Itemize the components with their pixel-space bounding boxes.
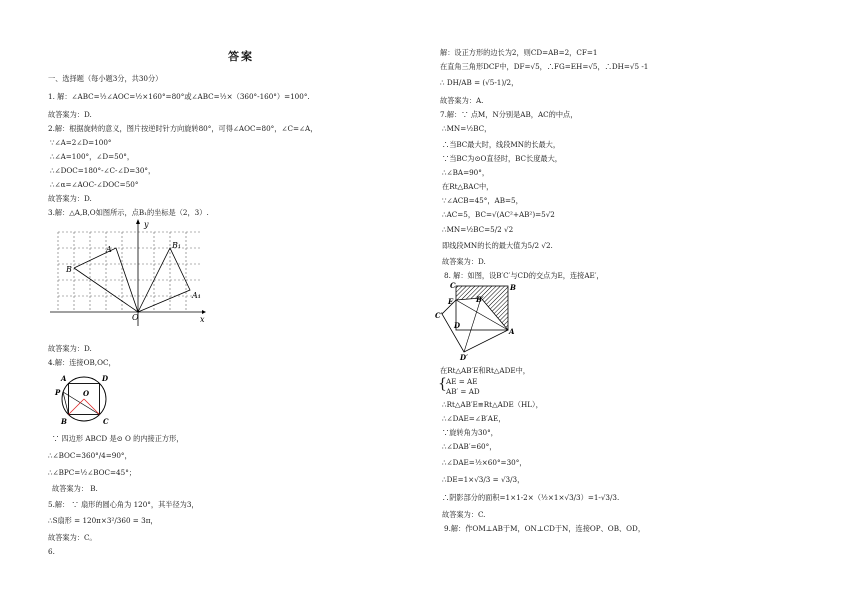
fig3-a1-label: A₁ [192, 291, 201, 300]
answer-line: 故答案为： B. [52, 484, 98, 493]
answer-line: ∴∠DAB′=60°， [442, 442, 497, 451]
fig4-c-label: C [103, 417, 109, 426]
answer-line: ∴MN=½BC=5/2 √2 [442, 225, 514, 234]
answer-line: ∴S扇形 = 120π×3²/360 = 3π， [48, 516, 158, 525]
fig3-b-label: B [66, 265, 72, 274]
answer-line: ∴当BC最大时，线段MN的长最大， [442, 140, 561, 149]
fig8-c-label: C [450, 281, 456, 290]
answer-line: ∴∠BOC=360°/4=90°， [48, 451, 132, 460]
answer-line: AE = AE [446, 377, 478, 386]
answer-line: ∴MN=½BC， [442, 124, 492, 133]
answer-line: 解：设正方形的边长为2，则CD=AB=2，CF=1 [440, 48, 598, 57]
page-title: 答案 [228, 50, 254, 63]
answer-line: ∴AC=5，BC=√(AC²+AB²)=5√2 [442, 210, 555, 219]
fig4-d-label: D [102, 374, 109, 383]
fig8-d-label: D [454, 321, 461, 330]
answer-line: 故答案为：D. [442, 257, 486, 266]
answer-line: 3.解：△A,B,O如图所示，点B₁的坐标是（2，3）. [48, 208, 209, 217]
fig3-b1-label: B₁ [172, 241, 182, 250]
answer-line: ∵∠ACB=45°，AB=5， [442, 196, 523, 205]
answer-line: ∴∠DAE=∠B′AE， [442, 414, 506, 423]
answer-line: ∴DE=1×√3/3 = √3/3， [442, 475, 525, 484]
brace: { [438, 376, 447, 392]
answer-line: ∵ 四边形 ABCD 是⊙ O 的内接正方形， [52, 434, 184, 443]
answer-line: 在Rt△BAC中， [442, 182, 494, 191]
fig8-a-label: A [509, 327, 515, 336]
fig4-a-label: A [61, 374, 67, 383]
answer-line: 7.解：∵ 点M，N分别是AB，AC的中点， [440, 110, 578, 119]
figure-3-coordinate-grid [50, 218, 210, 330]
answer-line: ∴∠α=∠AOC-∠DOC=50° [50, 180, 139, 189]
answer-line: 即线段MN的长的最大值为5/2 √2. [442, 241, 553, 250]
answer-line: 故答案为：A. [440, 96, 484, 105]
answer-line: 在直角三角形DCF中，DF=√5，∴FG=EH=√5，∴DH=√5 -1 [440, 62, 649, 71]
fig4-b-label: B [61, 417, 67, 426]
answer-line: ∴Rt△AB′E≌Rt△ADE（HL）， [442, 400, 543, 409]
answer-line: 在Rt△AB′E和Rt△ADE中， [440, 366, 530, 375]
fig3-x-label: x [200, 315, 205, 324]
answer-line: 9.解：作OM⊥AB于M，ON⊥CD于N，连接OP、OB、OD， [444, 524, 646, 533]
answer-line: AB′ = AD [446, 387, 480, 396]
fig8-d2-label: D′ [460, 353, 468, 362]
answer-line: 4.解：连接OB,OC， [48, 358, 116, 367]
fig4-p-label: P [55, 388, 61, 397]
fig8-b2-label: B′ [476, 295, 484, 304]
fig3-a-label: A [106, 245, 112, 254]
answer-line: ∴∠BA=90°， [442, 168, 490, 177]
answer-line: ∴∠A=100°，∠D=50°， [50, 152, 135, 161]
figure-8-rotated-square [434, 280, 520, 364]
section-heading: 一、选择题（每小题3分，共30分） [48, 74, 163, 83]
answer-line: ∵当BC为⊙O直径时，BC长度最大， [442, 154, 562, 163]
figure-4-circle-square [52, 370, 116, 428]
answer-line: ∵旋转角为30°， [442, 428, 498, 437]
answer-line: 2.解：根据旋转的意义，图片按逆时针方向旋转80°，可得∠AOC=80°，∠C=∠A， [48, 124, 318, 133]
answer-line: ∴阴影部分的面积=1×1-2×（½×1×√3/3）=1-√3/3. [442, 493, 620, 502]
answer-line: ∴∠DAE=½×60°=30°， [442, 458, 527, 467]
answer-line: 故答案为：D. [48, 194, 92, 203]
answer-line: 故答案为：D. [48, 344, 92, 353]
fig3-y-label: y [144, 220, 149, 229]
answer-line: 故答案为：D. [48, 110, 92, 119]
answer-line: 1. 解：∠ABC=½∠AOC=½×160°=80°或∠ABC=½×（360°-160°）=100°. [48, 92, 310, 101]
answer-line: ∴∠BPC=½∠BOC=45°； [48, 468, 136, 477]
fig8-c2-label: C′ [435, 311, 443, 320]
fig3-origin-label: O [132, 313, 139, 322]
answer-line: ∴∠DOC=180°-∠C-∠D=30°， [50, 166, 156, 175]
answer-line: 8. 解：如图，设B′C′与CD的交点为E，连接AE′， [444, 271, 604, 280]
answer-line: 故答案为：C. [442, 510, 486, 519]
fig8-b-label: B [510, 283, 516, 292]
fig4-o-label: O [83, 389, 90, 398]
answer-line: ∴ DH/AB = (√5-1)/2， [440, 78, 519, 87]
answer-line: 故答案为：C。 [48, 533, 97, 542]
fig8-e-label: E [448, 297, 454, 306]
answer-line: 6. [48, 547, 55, 556]
answer-line: 5.解： ∵ 扇形的圆心角为 120°，其半径为3， [48, 500, 199, 509]
answer-line: ∵∠A=2∠D=100° [50, 138, 112, 147]
